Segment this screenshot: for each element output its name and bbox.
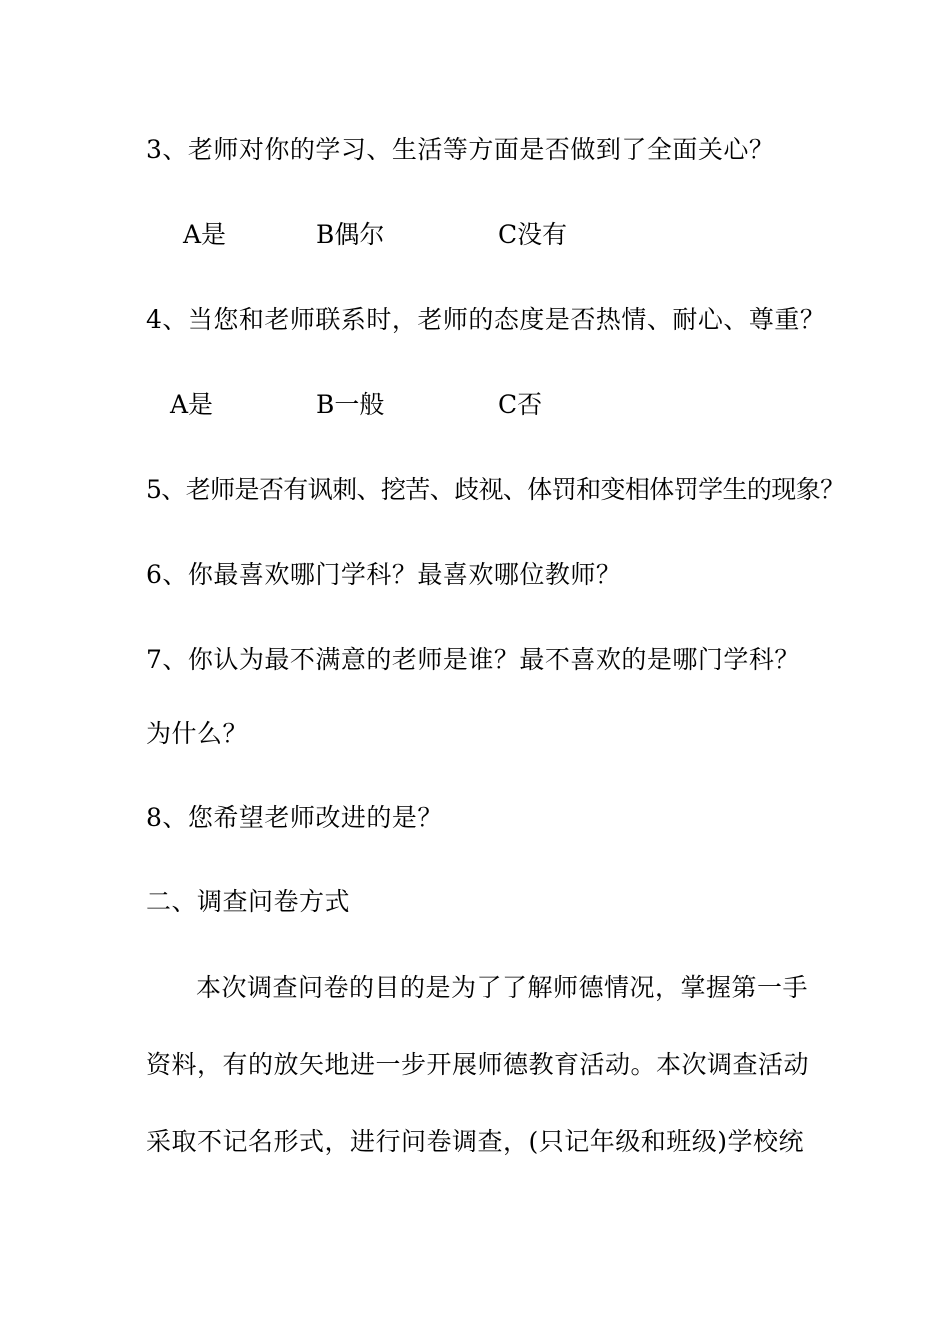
question-3-option-a: A是 — [183, 220, 227, 249]
question-3-option-b: B偶尔 — [316, 220, 385, 249]
question-3-options — [0, 218, 950, 252]
question-6: 6、你最喜欢哪门学科？最喜欢哪位教师？ — [146, 560, 622, 589]
question-7-line-1: 7、你认为最不满意的老师是谁？最不喜欢的是哪门学科？ — [146, 645, 800, 674]
section-2-heading: 二、调查问卷方式 — [146, 887, 351, 916]
question-5: 5、老师是否有讽刺、挖苦、歧视、体罚和变相体罚学生的现象？ — [146, 475, 845, 504]
section-2-paragraph-line-1: 本次调查问卷的目的是为了了解师德情况，掌握第一手 — [196, 973, 809, 1002]
question-4-option-b: B一般 — [316, 390, 385, 419]
question-7-line-2: 为什么？ — [146, 719, 249, 748]
question-4: 4、当您和老师联系时，老师的态度是否热情、耐心、尊重？ — [146, 305, 826, 334]
question-4-option-c: C否 — [498, 390, 543, 419]
question-3: 3、老师对你的学习、生活等方面是否做到了全面关心？ — [146, 135, 775, 164]
question-8: 8、您希望老师改进的是？ — [146, 803, 443, 832]
question-3-option-c: C没有 — [498, 220, 568, 249]
section-2-paragraph-line-3: 采取不记名形式，进行问卷调查，(只记年级和班级)学校统 — [146, 1127, 805, 1156]
question-4-option-a: A是 — [170, 390, 214, 419]
section-2-paragraph-line-2: 资料，有的放矢地进一步开展师德教育活动。本次调查活动 — [146, 1050, 810, 1079]
question-4-options — [0, 388, 950, 422]
